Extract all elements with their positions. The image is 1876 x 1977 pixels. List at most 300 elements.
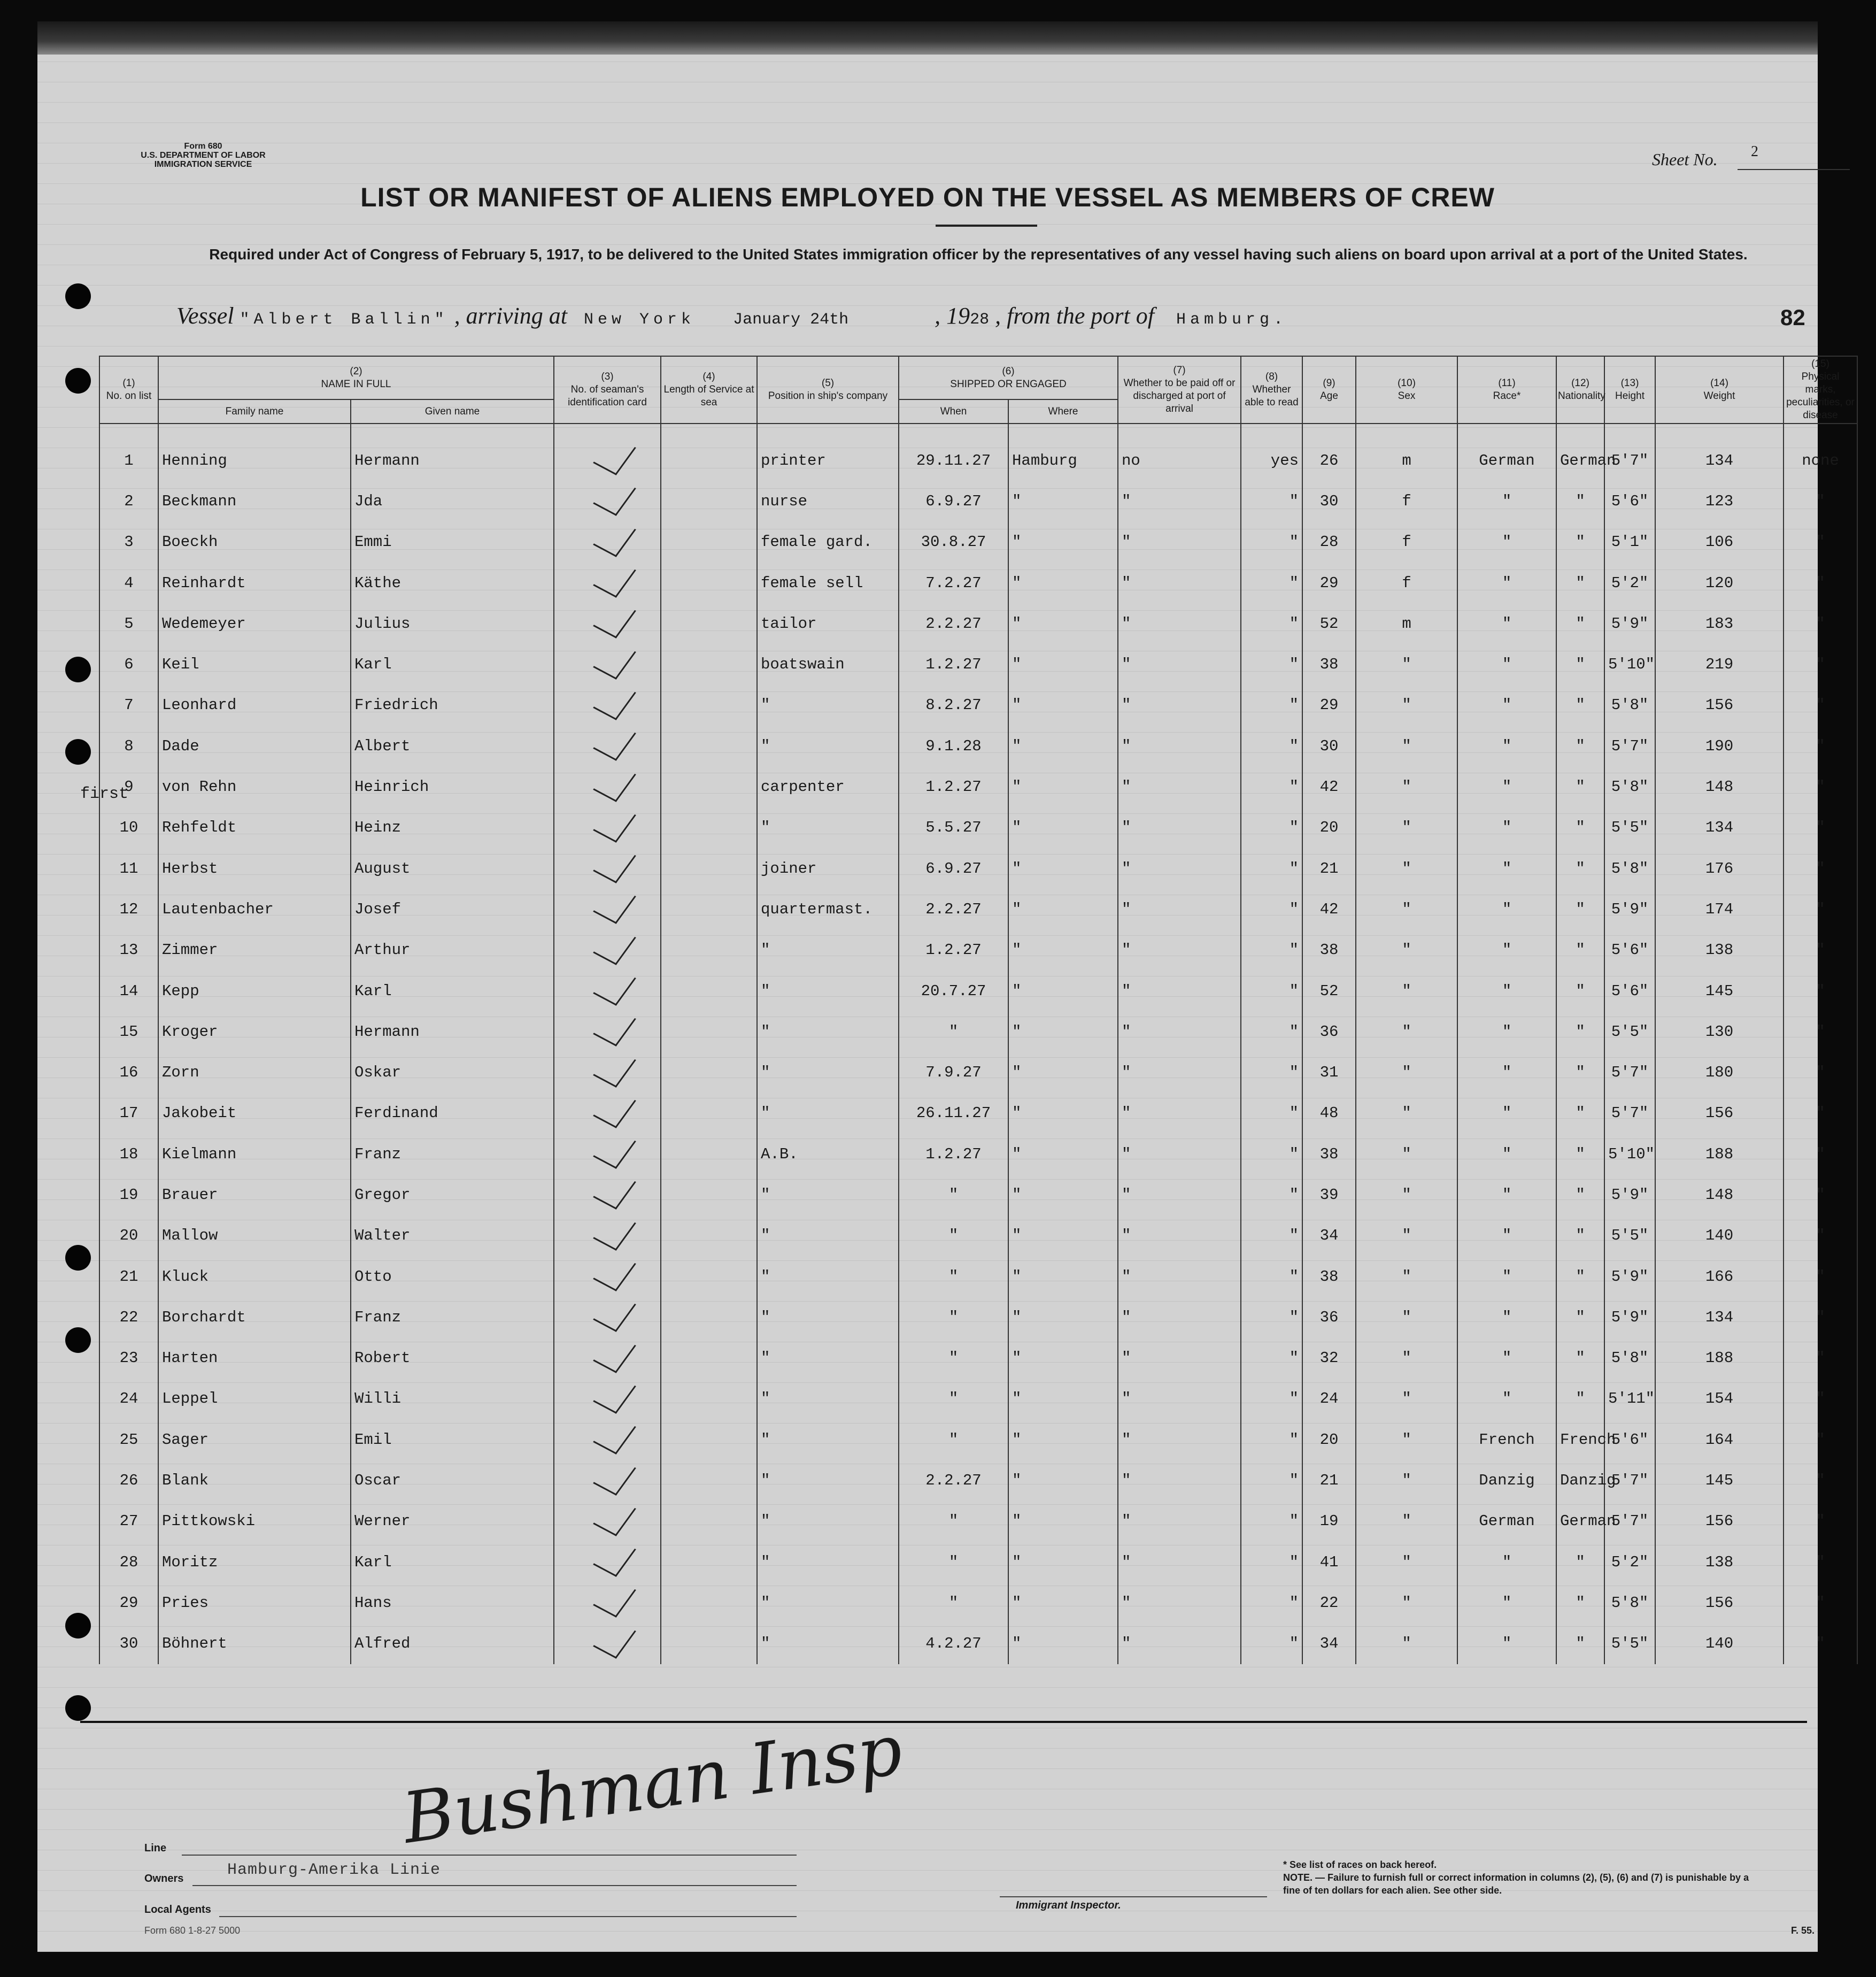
arrival-date: January 24th — [733, 311, 849, 329]
cell-age: 29 — [1302, 685, 1356, 726]
cell-id-card-check — [554, 563, 661, 603]
col-paid-header: (7) Whether to be paid off or discharged at port of arrival — [1118, 356, 1241, 424]
cell-paid-off: " — [1118, 644, 1241, 684]
cell-weight: 134 — [1655, 1297, 1784, 1337]
cell-age: 31 — [1302, 1052, 1356, 1093]
print-code: Form 680 1-8-27 5000 — [144, 1925, 241, 1936]
cell-id-card-check — [554, 685, 661, 726]
cell-paid-off: " — [1118, 889, 1241, 929]
checkmark-icon — [593, 884, 636, 924]
cell-race: " — [1457, 930, 1556, 971]
cell-physical-marks: " — [1784, 522, 1857, 563]
cell-able-to-read: " — [1241, 685, 1302, 726]
cell-position: carpenter — [757, 766, 899, 807]
scan-top-band — [37, 21, 1818, 55]
cell-weight: 140 — [1655, 1624, 1784, 1664]
cell-physical-marks: " — [1784, 930, 1857, 971]
cell-shipped-when: " — [899, 1582, 1008, 1623]
line-label: Line — [144, 1842, 167, 1854]
cell-position: female sell — [757, 563, 899, 603]
cell-height: 5'7" — [1604, 1460, 1655, 1501]
cell-position: " — [757, 1093, 899, 1134]
cell-height: 5'7" — [1604, 1093, 1655, 1134]
cell-age: 22 — [1302, 1582, 1356, 1623]
cell-height: 5'8" — [1604, 1582, 1655, 1623]
cell-id-card-check — [554, 1174, 661, 1215]
cell-row-number: 28 — [99, 1542, 158, 1582]
cell-race: " — [1457, 1011, 1556, 1052]
cell-race: German — [1457, 1501, 1556, 1542]
document-subtitle: Required under Act of Congress of February 5, 1917, to be delivered to the United States immigration officer by the representatives of any vessel having such aliens on board upon arrival at a port of the United States. — [209, 246, 1748, 263]
checkmark-icon — [593, 435, 636, 475]
cell-shipped-where: " — [1008, 685, 1118, 726]
cell-shipped-when: 5.5.27 — [899, 807, 1008, 848]
cell-sex: " — [1356, 930, 1457, 971]
cell-age: 19 — [1302, 1501, 1356, 1542]
col-race-header: (11) Race* — [1457, 356, 1556, 424]
cell-id-card-check — [554, 1297, 661, 1337]
cell-sex: " — [1356, 1419, 1457, 1460]
cell-weight: 138 — [1655, 930, 1784, 971]
cell-given-name: Willi — [351, 1379, 554, 1419]
cell-service-length — [661, 1501, 757, 1542]
cell-physical-marks: " — [1784, 1297, 1857, 1337]
cell-height: 5'8" — [1604, 1338, 1655, 1379]
cell-position: A.B. — [757, 1134, 899, 1174]
cell-shipped-when: 29.11.27 — [899, 424, 1008, 481]
cell-row-number: 19 — [99, 1174, 158, 1215]
cell-position: " — [757, 1582, 899, 1623]
cell-nationality: " — [1556, 1256, 1604, 1297]
cell-height: 5'9" — [1604, 889, 1655, 929]
cell-id-card-check — [554, 1052, 661, 1093]
cell-height: 5'8" — [1604, 766, 1655, 807]
table-row — [99, 1256, 1857, 1297]
cell-nationality: " — [1556, 522, 1604, 563]
cell-physical-marks: " — [1784, 685, 1857, 726]
cell-weight: 134 — [1655, 807, 1784, 848]
cell-paid-off: " — [1118, 930, 1241, 971]
cell-position: " — [757, 1379, 899, 1419]
cell-paid-off: " — [1118, 685, 1241, 726]
cell-weight: 140 — [1655, 1216, 1784, 1256]
cell-able-to-read: " — [1241, 603, 1302, 644]
cell-race: " — [1457, 522, 1556, 563]
cell-row-number: 20 — [99, 1216, 158, 1256]
year-suffix: 28 — [970, 311, 990, 329]
cell-family-name: Borchardt — [158, 1297, 351, 1337]
cell-physical-marks: " — [1784, 848, 1857, 889]
cell-shipped-when: 4.2.27 — [899, 1624, 1008, 1664]
cell-id-card-check — [554, 1460, 661, 1501]
crew-manifest-table — [99, 356, 1858, 1664]
table-row — [99, 1582, 1857, 1623]
cell-service-length — [661, 1011, 757, 1052]
cell-given-name: Josef — [351, 889, 554, 929]
cell-service-length — [661, 603, 757, 644]
cell-family-name: Reinhardt — [158, 563, 351, 603]
cell-nationality: " — [1556, 1542, 1604, 1582]
checkmark-icon — [593, 599, 636, 639]
cell-family-name: Kroger — [158, 1011, 351, 1052]
cell-paid-off: " — [1118, 1256, 1241, 1297]
cell-position: female gard. — [757, 522, 899, 563]
cell-weight: 138 — [1655, 1542, 1784, 1582]
checkmark-icon — [593, 1374, 636, 1413]
cell-nationality: " — [1556, 563, 1604, 603]
cell-race: " — [1457, 1582, 1556, 1623]
cell-sex: " — [1356, 1174, 1457, 1215]
cell-height: 5'2" — [1604, 1542, 1655, 1582]
vessel-label: Vessel — [176, 303, 234, 329]
cell-age: 41 — [1302, 1542, 1356, 1582]
cell-family-name: Böhnert — [158, 1624, 351, 1664]
sheet-number-underline — [1738, 169, 1850, 170]
cell-weight: 148 — [1655, 1174, 1784, 1215]
cell-height: 5'8" — [1604, 685, 1655, 726]
col-when-header: When — [899, 399, 1008, 424]
table-row — [99, 1338, 1857, 1379]
cell-shipped-where: " — [1008, 930, 1118, 971]
cell-row-number: 9 — [99, 766, 158, 807]
checkmark-icon — [593, 1088, 636, 1128]
cell-weight: 134 — [1655, 424, 1784, 481]
cell-given-name: Jda — [351, 481, 554, 521]
cell-weight: 156 — [1655, 685, 1784, 726]
cell-family-name: Boeckh — [158, 522, 351, 563]
from-port: Hamburg. — [1176, 311, 1287, 329]
cell-physical-marks: " — [1784, 766, 1857, 807]
cell-row-number: 1 — [99, 424, 158, 481]
document-title: LIST OR MANIFEST OF ALIENS EMPLOYED ON THE VESSEL AS MEMBERS OF CREW — [360, 182, 1495, 212]
cell-height: 5'1" — [1604, 522, 1655, 563]
cell-age: 30 — [1302, 481, 1356, 521]
col-given-name-header: Given name — [351, 399, 554, 424]
table-row — [99, 644, 1857, 684]
cell-nationality: " — [1556, 644, 1604, 684]
cell-able-to-read: " — [1241, 726, 1302, 766]
cell-height: 5'6" — [1604, 1419, 1655, 1460]
cell-id-card-check — [554, 1134, 661, 1174]
cell-position: " — [757, 1174, 899, 1215]
table-row — [99, 848, 1857, 889]
cell-given-name: Käthe — [351, 563, 554, 603]
cell-row-number: 14 — [99, 971, 158, 1011]
cell-shipped-when: " — [899, 1542, 1008, 1582]
cell-paid-off: " — [1118, 1297, 1241, 1337]
cell-id-card-check — [554, 644, 661, 684]
table-row — [99, 603, 1857, 644]
cell-physical-marks: " — [1784, 1134, 1857, 1174]
cell-age: 24 — [1302, 1379, 1356, 1419]
cell-able-to-read: " — [1241, 766, 1302, 807]
cell-shipped-where: " — [1008, 1379, 1118, 1419]
cell-shipped-when: 2.2.27 — [899, 889, 1008, 929]
checkmark-icon — [593, 762, 636, 802]
cell-given-name: Oskar — [351, 1052, 554, 1093]
cell-height: 5'7" — [1604, 726, 1655, 766]
cell-able-to-read: " — [1241, 481, 1302, 521]
sheet-number-value: 2 — [1751, 143, 1758, 160]
cell-nationality: " — [1556, 930, 1604, 971]
cell-shipped-when: 2.2.27 — [899, 1460, 1008, 1501]
cell-race: Danzig — [1457, 1460, 1556, 1501]
col-family-name-header: Family name — [158, 399, 351, 424]
cell-age: 42 — [1302, 766, 1356, 807]
cell-paid-off: " — [1118, 1624, 1241, 1664]
immigrant-inspector-label: Immigrant Inspector. — [1016, 1899, 1121, 1911]
cell-height: 5'7" — [1604, 1501, 1655, 1542]
cell-sex: " — [1356, 1624, 1457, 1664]
cell-able-to-read: " — [1241, 1093, 1302, 1134]
cell-age: 29 — [1302, 563, 1356, 603]
cell-shipped-when: 6.9.27 — [899, 481, 1008, 521]
arriving-port: New York — [584, 311, 696, 329]
col-read-header: (8) Whether able to read — [1241, 356, 1302, 424]
owners-value: Hamburg-Amerika Linie — [227, 1861, 441, 1879]
cell-id-card-check — [554, 481, 661, 521]
line-underline — [182, 1855, 797, 1856]
cell-age: 21 — [1302, 1460, 1356, 1501]
cell-shipped-when: " — [899, 1501, 1008, 1542]
cell-family-name: Wedemeyer — [158, 603, 351, 644]
cell-sex: " — [1356, 971, 1457, 1011]
cell-id-card-check — [554, 1011, 661, 1052]
cell-able-to-read: " — [1241, 1134, 1302, 1174]
col-name-header: (2) NAME IN FULL — [158, 356, 554, 399]
cell-weight: 145 — [1655, 1460, 1784, 1501]
cell-service-length — [661, 1216, 757, 1256]
cell-paid-off: " — [1118, 1134, 1241, 1174]
cell-physical-marks: " — [1784, 1542, 1857, 1582]
cell-physical-marks: " — [1784, 563, 1857, 603]
cell-paid-off: " — [1118, 1174, 1241, 1215]
cell-family-name: Rehfeldt — [158, 807, 351, 848]
cell-shipped-where: " — [1008, 481, 1118, 521]
cell-sex: f — [1356, 563, 1457, 603]
table-row — [99, 424, 1857, 481]
table-row — [99, 481, 1857, 521]
cell-given-name: Emmi — [351, 522, 554, 563]
cell-weight: 130 — [1655, 1011, 1784, 1052]
table-row — [99, 1542, 1857, 1582]
cell-given-name: Werner — [351, 1501, 554, 1542]
col-service-header: (4) Length of Service at sea — [661, 356, 757, 424]
cell-row-number: 7 — [99, 685, 158, 726]
cell-sex: " — [1356, 1297, 1457, 1337]
cell-physical-marks: " — [1784, 889, 1857, 929]
cell-row-number: 10 — [99, 807, 158, 848]
cell-weight: 188 — [1655, 1134, 1784, 1174]
cell-row-number: 6 — [99, 644, 158, 684]
cell-service-length — [661, 930, 757, 971]
cell-service-length — [661, 766, 757, 807]
cell-given-name: Hermann — [351, 424, 554, 481]
cell-id-card-check — [554, 522, 661, 563]
col-height-header: (13) Height — [1604, 356, 1655, 424]
col-id-card-header: (3) No. of seaman's identification card — [554, 356, 661, 424]
cell-position: tailor — [757, 603, 899, 644]
cell-family-name: Keil — [158, 644, 351, 684]
cell-id-card-check — [554, 1093, 661, 1134]
cell-weight: 154 — [1655, 1379, 1784, 1419]
cell-position: printer — [757, 424, 899, 481]
cell-service-length — [661, 1093, 757, 1134]
cell-height: 5'6" — [1604, 481, 1655, 521]
cell-race: " — [1457, 1297, 1556, 1337]
cell-family-name: von Rehn — [158, 766, 351, 807]
cell-shipped-where: " — [1008, 1582, 1118, 1623]
cell-id-card-check — [554, 726, 661, 766]
cell-race: " — [1457, 481, 1556, 521]
cell-race: " — [1457, 726, 1556, 766]
cell-id-card-check — [554, 1542, 661, 1582]
cell-sex: " — [1356, 1338, 1457, 1379]
cell-position: " — [757, 1460, 899, 1501]
cell-given-name: August — [351, 848, 554, 889]
table-row — [99, 1174, 1857, 1215]
checkmark-icon — [593, 966, 636, 1005]
table-bottom-rule — [80, 1721, 1807, 1723]
cell-weight: 148 — [1655, 766, 1784, 807]
cell-height: 5'6" — [1604, 971, 1655, 1011]
cell-row-number: 23 — [99, 1338, 158, 1379]
cell-service-length — [661, 685, 757, 726]
cell-race: " — [1457, 1052, 1556, 1093]
cell-shipped-when: 1.2.27 — [899, 766, 1008, 807]
cell-physical-marks: " — [1784, 1582, 1857, 1623]
cell-given-name: Franz — [351, 1134, 554, 1174]
local-agents-label: Local Agents — [144, 1904, 211, 1916]
cell-row-number: 29 — [99, 1582, 158, 1623]
cell-able-to-read: " — [1241, 1297, 1302, 1337]
cell-nationality: " — [1556, 726, 1604, 766]
corner-code: F. 55. — [1791, 1925, 1815, 1936]
cell-paid-off: " — [1118, 1216, 1241, 1256]
cell-shipped-where: " — [1008, 766, 1118, 807]
cell-nationality: " — [1556, 1297, 1604, 1337]
cell-height: 5'10" — [1604, 1134, 1655, 1174]
cell-nationality: " — [1556, 1582, 1604, 1623]
checkmark-icon — [593, 558, 636, 597]
table-row — [99, 1011, 1857, 1052]
cell-service-length — [661, 1256, 757, 1297]
cell-able-to-read: " — [1241, 1501, 1302, 1542]
cell-row-number: 17 — [99, 1093, 158, 1134]
cell-service-length — [661, 1419, 757, 1460]
cell-shipped-where: " — [1008, 1419, 1118, 1460]
table-row — [99, 1460, 1857, 1501]
cell-given-name: Hermann — [351, 1011, 554, 1052]
cell-race: " — [1457, 1338, 1556, 1379]
cell-service-length — [661, 1134, 757, 1174]
cell-given-name: Emil — [351, 1419, 554, 1460]
cell-position: " — [757, 726, 899, 766]
cell-family-name: Beckmann — [158, 481, 351, 521]
cell-height: 5'5" — [1604, 1624, 1655, 1664]
cell-position: " — [757, 971, 899, 1011]
cell-race: " — [1457, 1542, 1556, 1582]
cell-sex: " — [1356, 889, 1457, 929]
table-row — [99, 766, 1857, 807]
cell-given-name: Heinrich — [351, 766, 554, 807]
cell-height: 5'6" — [1604, 930, 1655, 971]
checkmark-icon — [593, 1537, 636, 1576]
cell-nationality: " — [1556, 1174, 1604, 1215]
cell-race: " — [1457, 1624, 1556, 1664]
cell-able-to-read: " — [1241, 563, 1302, 603]
col-sex-header: (10) Sex — [1356, 356, 1457, 424]
cell-paid-off: " — [1118, 1052, 1241, 1093]
cell-family-name: Kielmann — [158, 1134, 351, 1174]
cell-shipped-when: " — [899, 1419, 1008, 1460]
cell-race: " — [1457, 1216, 1556, 1256]
cell-shipped-where: " — [1008, 603, 1118, 644]
cell-age: 26 — [1302, 424, 1356, 481]
cell-able-to-read: " — [1241, 1379, 1302, 1419]
inspector-signature: Bushman Insp — [397, 1709, 907, 1859]
binder-hole — [65, 1613, 91, 1638]
page-number: 82 — [1780, 305, 1805, 330]
cell-physical-marks: " — [1784, 1379, 1857, 1419]
cell-able-to-read: " — [1241, 1582, 1302, 1623]
cell-weight: 166 — [1655, 1256, 1784, 1297]
binder-hole — [65, 283, 91, 309]
checkmark-icon — [593, 1496, 636, 1536]
cell-shipped-where: " — [1008, 644, 1118, 684]
cell-physical-marks: " — [1784, 1052, 1857, 1093]
cell-age: 52 — [1302, 971, 1356, 1011]
form-identifier: Form 680 U.S. DEPARTMENT OF LABOR IMMIGRATION SERVICE — [141, 142, 266, 169]
cell-position: " — [757, 930, 899, 971]
cell-row-number: 2 — [99, 481, 158, 521]
cell-shipped-when: 30.8.27 — [899, 522, 1008, 563]
cell-nationality: " — [1556, 481, 1604, 521]
owners-label: Owners — [144, 1873, 184, 1884]
cell-able-to-read: " — [1241, 971, 1302, 1011]
cell-able-to-read: " — [1241, 930, 1302, 971]
table-row — [99, 1093, 1857, 1134]
cell-paid-off: no — [1118, 424, 1241, 481]
cell-race: " — [1457, 603, 1556, 644]
race-note: * See list of races on back hereof. — [1283, 1859, 1437, 1870]
cell-paid-off: " — [1118, 1582, 1241, 1623]
cell-age: 20 — [1302, 1419, 1356, 1460]
cell-physical-marks: " — [1784, 971, 1857, 1011]
cell-shipped-where: " — [1008, 726, 1118, 766]
cell-age: 21 — [1302, 848, 1356, 889]
cell-id-card-check — [554, 1501, 661, 1542]
cell-shipped-where: " — [1008, 1624, 1118, 1664]
binder-hole — [65, 1245, 91, 1271]
cell-able-to-read: " — [1241, 1011, 1302, 1052]
cell-height: 5'5" — [1604, 1011, 1655, 1052]
checkmark-icon — [593, 721, 636, 760]
cell-shipped-when: 7.2.27 — [899, 563, 1008, 603]
cell-paid-off: " — [1118, 1011, 1241, 1052]
cell-age: 38 — [1302, 1256, 1356, 1297]
binder-hole — [65, 1695, 91, 1721]
cell-nationality: French — [1556, 1419, 1604, 1460]
cell-physical-marks: " — [1784, 1419, 1857, 1460]
cell-weight: 190 — [1655, 726, 1784, 766]
cell-sex: " — [1356, 1011, 1457, 1052]
cell-race: " — [1457, 563, 1556, 603]
cell-age: 39 — [1302, 1174, 1356, 1215]
cell-service-length — [661, 1624, 757, 1664]
cell-shipped-where: " — [1008, 848, 1118, 889]
cell-service-length — [661, 563, 757, 603]
